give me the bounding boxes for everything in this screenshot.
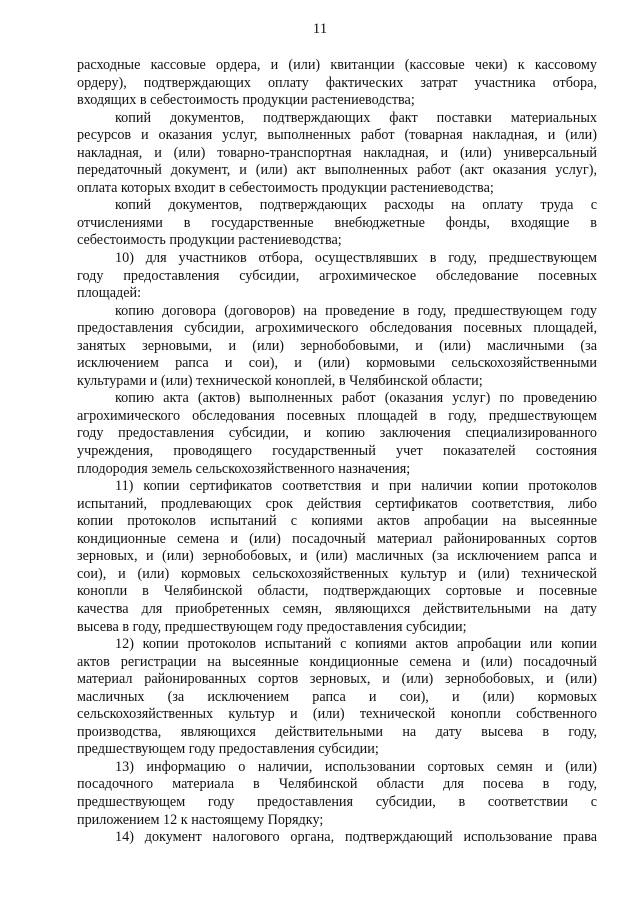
text-line: исключением рапса и сои), и (или) кормовыми сельскохозяйственными — [77, 355, 597, 372]
text-line: ордеру), подтверждающих оплату фактических затрат участника отбора, — [77, 74, 597, 91]
text-line: оплата которых входит в себестоимость продукции растениеводства; — [77, 179, 494, 196]
text-line: ресурсов и оказания услуг, выполненных работ (товарная накладная, и (или) — [77, 127, 597, 144]
text-line: году предоставления субсидии, и копию заключения специализированного — [77, 425, 597, 442]
text-line: сельскохозяйственных культур и (или) технической конопли собственного — [77, 706, 597, 723]
text-line: масличных (за исключением рапса и сои), и (или) кормовых — [77, 688, 597, 705]
text-line: 10) для участников отбора, осуществлявших в году, предшествующем — [115, 250, 597, 267]
text-line: производства, являющихся действительными на дату высева в году, — [77, 723, 597, 740]
text-line: 13) информацию о наличии, использовании сортовых семян и (или) — [115, 758, 597, 775]
text-line: расходные кассовые ордера, и (или) квитанции (кассовые чеки) к кассовому — [77, 57, 597, 73]
text-line: 11) копии сертификатов соответствия и при наличии копии протоколов — [115, 478, 597, 495]
text-line: копии протоколов испытаний с копиями актов апробации на высеянные — [77, 513, 597, 530]
text-line: качества для приобретенных семян, являющихся действительными на дату — [77, 600, 597, 617]
text-line: передаточный документ, и (или) акт выполненных работ (акт оказания услуг), — [77, 162, 597, 179]
text-line: сои), и (или) кормовых сельскохозяйственных культур и (или) технической — [77, 565, 597, 582]
text-line: 14) документ налогового органа, подтверждающий использование права — [115, 829, 597, 846]
text-line: себестоимость продукции растениеводства; — [77, 232, 342, 249]
text-line: предшествующем году предоставления субсидии, в соответствии с — [77, 793, 597, 810]
text-line: занятых зерновыми, и (или) зернобобовыми, и (или) масличными (за — [77, 337, 597, 354]
text-line: копий документов, подтверждающих расходы на оплату труда с — [115, 197, 597, 214]
text-line: копий документов, подтверждающих факт поставки материальных — [115, 109, 597, 126]
text-line: высева в году, предшествующем году предоставления субсидии; — [77, 618, 467, 635]
text-line: плодородия земель сельскохозяйственного назначения; — [77, 460, 411, 477]
page-number: 11 — [312, 21, 328, 37]
text-line: 12) копии протоколов испытаний с копиями актов апробации или копии — [115, 636, 597, 653]
text-line: отчислениями в государственные внебюджетные фонды, входящие в — [77, 214, 597, 231]
text-line: накладная, и (или) товарно-транспортная накладная, и (или) универсальный — [77, 144, 597, 161]
text-line: приложением 12 к настоящему Порядку; — [77, 811, 324, 828]
text-line: году предоставления субсидии, агрохимическое обследование посевных — [77, 267, 597, 284]
text-line: площадей: — [77, 285, 142, 302]
text-line: предоставления субсидии, агрохимического обследования посевных площадей, — [77, 320, 597, 337]
text-line: копию акта (актов) выполненных работ (оказания услуг) по проведению — [115, 390, 597, 407]
text-line: конопли в Челябинской области, подтверждающих сортовые и посевные — [77, 583, 597, 600]
text-line: учреждения, проводящего государственный учет показателей состояния — [77, 443, 597, 460]
text-line: испытаний, продлевающих срок действия сертификатов соответствия, либо — [77, 495, 597, 512]
text-line: копию договора (договоров) на проведение в году, предшествующем году — [115, 302, 597, 319]
document-body — [77, 57, 597, 847]
text-line: агрохимического обследования посевных площадей в году, предшествующем — [77, 407, 597, 424]
text-line: культурами и (или) технической коноплей, в Челябинской области; — [77, 372, 483, 389]
text-line: кондиционные семена и (или) посадочный материал районированных сортов — [77, 530, 597, 547]
text-line: актов регистрации на высеянные кондиционные семена и (или) посадочный — [77, 653, 597, 670]
text-line: материал районированных сортов зерновых, и (или) зернобобовых, и (или) — [77, 671, 597, 688]
text-line: входящих в себестоимость продукции растениеводства; — [77, 92, 415, 109]
text-line: зерновых, и (или) зернобобовых, и (или) масличных (за исключением рапса и — [77, 548, 597, 565]
text-line: посадочного материала в Челябинской области для посева в году, — [77, 776, 597, 793]
text-line: предшествующем году предоставления субсидии; — [77, 741, 379, 758]
